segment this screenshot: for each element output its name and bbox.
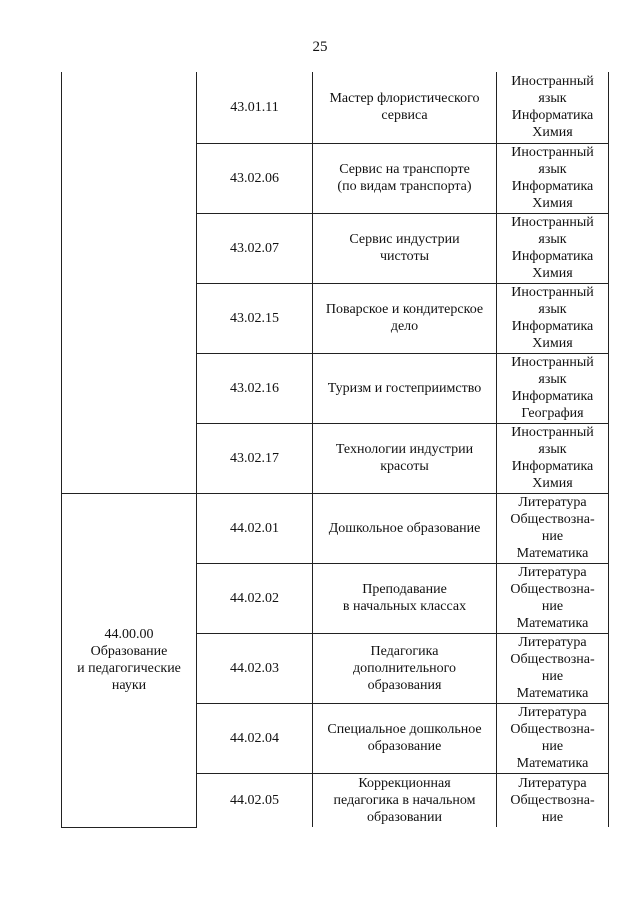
subject: Литература (518, 705, 587, 720)
specialty-name-line: Педагогика (370, 643, 439, 659)
table-row (62, 493, 609, 563)
specialty-name-line: (по видам транспорта) (337, 179, 472, 194)
group-title-line: и педагогические (77, 661, 181, 676)
subject: Химия (532, 196, 573, 211)
subject: Математика (516, 686, 589, 701)
specialty-name-line: дополнительного (353, 660, 456, 676)
specialty-name (313, 633, 497, 703)
subject: язык (538, 232, 567, 247)
subject: язык (538, 372, 567, 387)
page-number: 25 (312, 39, 328, 55)
specialty-code: 44.02.01 (197, 493, 313, 563)
specialty-name (313, 283, 497, 353)
subject: Математика (516, 756, 589, 771)
specialty-name-line: образовании (367, 809, 442, 825)
specialty-name-line: Сервис индустрии (349, 232, 460, 247)
specialty-name-line: Поварское и кондитерское (325, 302, 484, 317)
group-cell (62, 72, 197, 493)
subject: Литература (518, 635, 587, 650)
subjects-cell (497, 213, 609, 283)
specialty-name-line: Преподавание (362, 582, 447, 597)
specialty-name-line: дело (390, 319, 419, 334)
specialty-code: 43.02.17 (197, 423, 313, 493)
specialty-code: 43.02.15 (197, 283, 313, 353)
table-row (62, 72, 609, 143)
subject: Обществозна- (510, 582, 595, 597)
subjects-cell (497, 353, 609, 423)
specialty-code: 44.02.05 (197, 773, 313, 827)
group-code: 44.00.00 (104, 627, 154, 642)
specialty-name (313, 213, 497, 283)
specialty-name-line: Туризм и гостеприимство (327, 380, 482, 396)
specialty-name-line: Технологии индустрии (335, 442, 474, 457)
specialty-name (313, 423, 497, 493)
subject: Обществозна- (510, 512, 595, 527)
subject: Информатика (511, 389, 594, 404)
specialty-name (313, 563, 497, 633)
subject: Иностранный (511, 425, 594, 440)
subject: Обществозна- (510, 652, 595, 667)
subject: язык (538, 91, 567, 107)
subject: Иностранный (511, 285, 594, 300)
subject: Информатика (511, 319, 594, 334)
group-cell (62, 493, 197, 827)
subjects-cell (497, 283, 609, 353)
subjects-cell (497, 563, 609, 633)
specialty-name-line: Коррекционная (358, 775, 451, 791)
subject: Химия (532, 125, 573, 141)
specialty-name (313, 703, 497, 773)
subject: Иностранный (511, 215, 594, 230)
specialty-name (313, 773, 497, 827)
specialty-code: 43.02.07 (197, 213, 313, 283)
subject: Химия (532, 266, 573, 281)
subject: Обществозна- (510, 722, 595, 737)
specialty-name-line: сервиса (381, 108, 428, 124)
subject: Иностранный (511, 74, 594, 90)
subjects-cell (497, 773, 609, 827)
specialty-code: 44.02.03 (197, 633, 313, 703)
specialty-code: 44.02.02 (197, 563, 313, 633)
subject: Информатика (511, 108, 594, 124)
specialty-name (313, 353, 497, 423)
subject: Информатика (511, 249, 594, 264)
specialty-code: 43.02.06 (197, 143, 313, 213)
subject: язык (538, 442, 567, 457)
subject: язык (538, 302, 567, 317)
subject: Литература (518, 495, 587, 510)
specialty-code: 44.02.04 (197, 703, 313, 773)
subject: ние (541, 739, 564, 754)
specialty-name-line: педагогика в начальном (333, 792, 476, 808)
subject: ние (541, 529, 564, 544)
specialty-name-line: Дошкольное образование (328, 520, 481, 536)
subject: Иностранный (511, 355, 594, 370)
specialties-table (61, 72, 609, 828)
subject: Информатика (511, 179, 594, 194)
group-title-line: науки (111, 678, 147, 693)
subject: Химия (532, 336, 573, 351)
subjects-cell (497, 493, 609, 563)
subjects-cell (497, 703, 609, 773)
group-title-line: Образование (90, 644, 168, 659)
subject: ние (541, 809, 564, 825)
specialty-name-line: в начальных классах (342, 599, 467, 614)
subject: Литература (518, 565, 587, 580)
specialty-name (313, 493, 497, 563)
specialty-name (313, 143, 497, 213)
subjects-cell (497, 72, 609, 143)
subjects-cell (497, 143, 609, 213)
subject: Литература (518, 775, 587, 791)
subject: ние (541, 669, 564, 684)
subjects-cell (497, 423, 609, 493)
subject: Математика (516, 546, 589, 561)
specialty-name-line: образование (367, 739, 442, 754)
specialty-name-line: чистоты (379, 249, 430, 264)
specialty-name-line: красоты (380, 459, 429, 474)
specialty-name-line: Специальное дошкольное (327, 722, 482, 737)
specialty-name-line: Сервис на транспорте (339, 162, 470, 177)
specialty-name-line: Мастер флористического (329, 91, 480, 107)
subject: язык (538, 162, 567, 177)
specialty-code: 43.01.11 (197, 72, 313, 143)
subject: Обществозна- (510, 792, 595, 808)
subjects-cell (497, 633, 609, 703)
subject: География (521, 406, 584, 421)
specialty-name (313, 72, 497, 143)
specialty-code: 43.02.16 (197, 353, 313, 423)
subject: Иностранный (511, 145, 594, 160)
subject: Информатика (511, 459, 594, 474)
subject: ние (541, 599, 564, 614)
subject: Математика (516, 616, 589, 631)
specialty-name-line: образования (367, 677, 442, 693)
subject: Химия (532, 476, 573, 491)
